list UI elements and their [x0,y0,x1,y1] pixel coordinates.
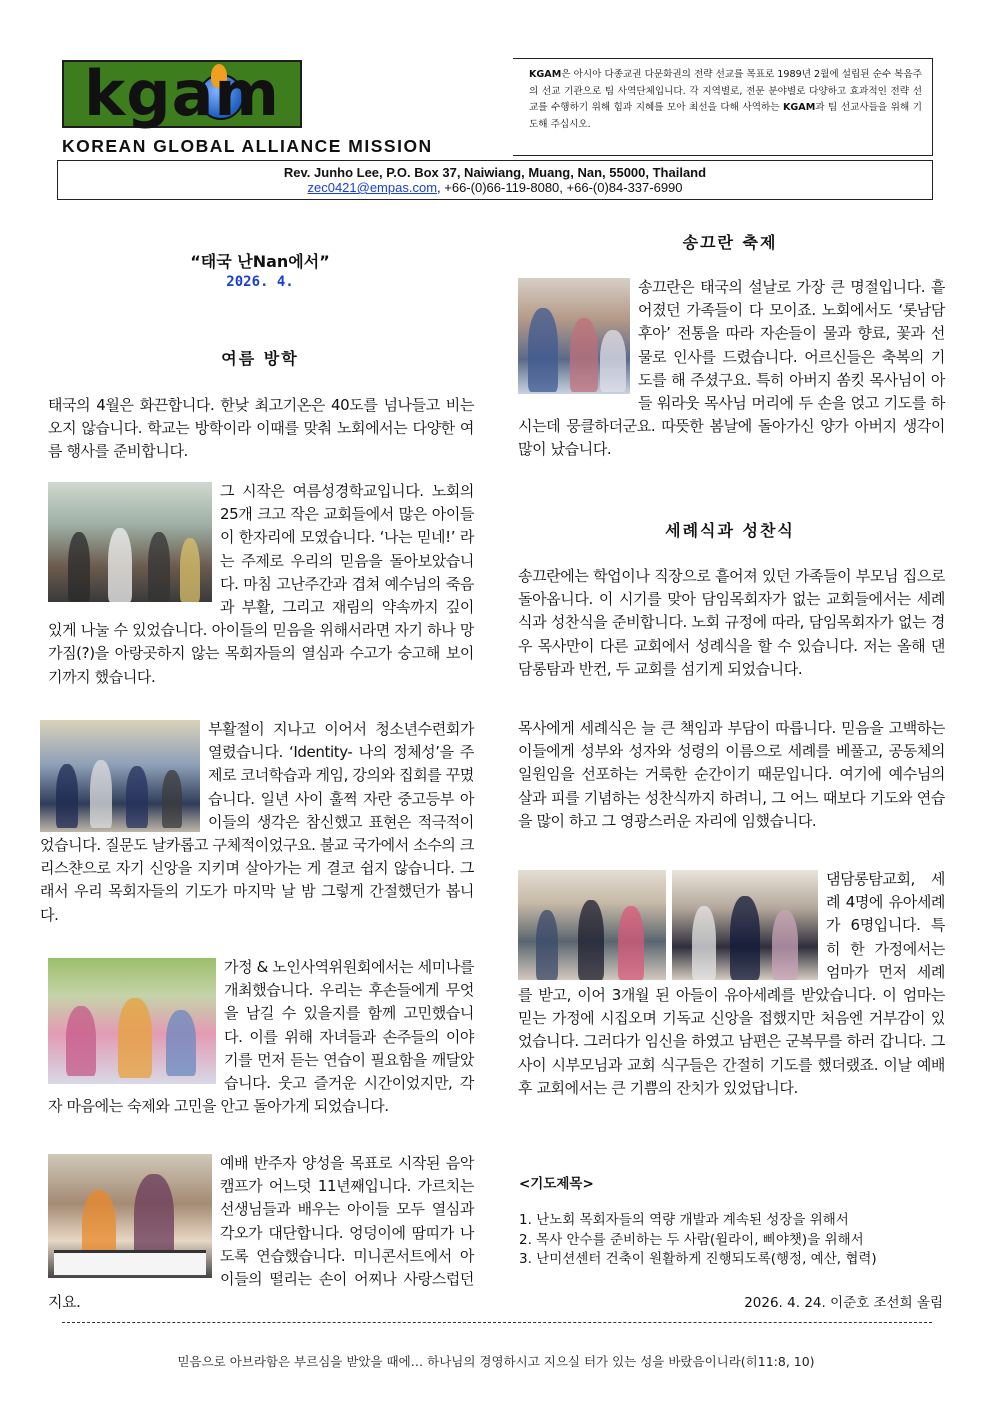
heading-summer: 여름 방학 [221,349,299,368]
block-youth [40,718,474,927]
intro-text: 은 아시아 다종교권 다문화권의 전략 선교를 목표로 1989년 2월에 설립된 순수 복음주의 선교 기관으로 팀 사역단체입니다. 각 지역별로, 전문 분야별로 다양하고 효과적인 전략 선교를 수행하기 위해 힘과 지혜를 모아 최선을 다해 사역하는 [529,69,922,113]
para-seniors: 가정 & 노인사역위원회에서는 세미나를 개최했습니다. 우리는 후손들에게 무엇을 남길 수 있을지를 함께 고민했습니다. 이를 위해 자녀들과 손주들의 이야기를 먼저 듣는 연습이 필요함을 깨달았습니다. 웃고 즐거운 시간이었지만, 각자 마음에는 숙제와 고민을 안고 돌아가게 되었습니다. [48,958,474,1116]
org-name: KOREAN GLOBAL ALLIANCE MISSION [62,136,433,156]
phone-numbers: , +66-(0)66-119-8080, +66-(0)84-337-6990 [437,180,683,195]
photo-youth-retreat [40,720,200,832]
newsletter-title: “태국 난Nan에서” [190,252,330,271]
footer-verse: 믿음으로 아브라함은 부르심을 받았을 때에… 하나님의 경영하시고 지으실 터가 있는 성을 바랐음이니라(히11:8, 10) [177,1354,815,1369]
para-songkran: 송끄란은 태국의 설날로 가장 큰 명절입니다. 흩어졌던 가족들이 다 모이죠. 노회에서도 ‘롯남담후아’ 전통을 따라 자손들이 물과 향료, 꽃과 선물로 인사를 드렸습니다. 어르신들은 축복의 기도를 해 주셨구요. 특히 아버지 쏨킷 목사님이 아들 워라웃 목사님 머리에 두 손을 얹고 기도를 하시는데 뭉클하더군요. 따뜻한 봄날에 돌아가신 양가 아버지 생각이 많이 났습니다. [518,278,945,459]
kgam-logo [62,57,302,130]
prayer-heading: <기도제목> [519,1176,594,1192]
prayer-item: 3. 난미션센터 건축이 원활하게 진행되도록(행정, 예산, 협력) [519,1251,877,1267]
prayer-item: 1. 난노회 목회자들의 역량 개발과 계속된 성장을 위해서 [519,1212,849,1228]
heading-baptism: 세례식과 성찬식 [665,521,795,540]
para-baptism-1: 송끄란에는 학업이나 직장으로 흩어져 있던 가족들이 부모님 집으로 돌아옵니다. 이 시기를 맞아 담임목회자가 없는 교회들에서는 세례식과 성찬식을 준비합니다. 노회 규정에 따라, 담임목회자가 없는 경우 목사만이 다른 교회에서 성례식을 할 수 있습니다. 저는 올해 댄담롱탐과 반컨, 두 교회를 섬기게 되었습니다. [518,567,945,678]
para-vbs: 그 시작은 여름성경학교입니다. 노회의 25개 크고 작은 교회들에서 많은 아이들이 한자리에 모였습니다. ‘나는 믿네!’ 라는 주제로 우리의 믿음을 돌아보았습니다. 마침 고난주간과 겹쳐 예수님의 죽음과 부활, 그리고 재림의 약속까지 깊이 있게 나눌 수 있었습니다. 아이들의 믿음을 위해서라면 자기 하나 망가짐(?)을 아랑곳하지 않는 목회자들의 열심과 수고가 숭고해 보이기까지 했습니다. [48,482,474,686]
prayer-item: 2. 목사 안수를 준비하는 두 사람(윌라이, 삐야챗)을 위해서 [519,1231,864,1248]
logo-text: kgam [83,57,281,130]
newsletter-date: 2026. 4. [226,274,294,290]
block-seniors [48,956,474,1118]
para-youth: 부활절이 지나고 이어서 청소년수련회가 열렸습니다. ‘Identity- 나의 정체성’을 주제로 코너학습과 게임, 강의와 집회를 꾸몄습니다. 일년 사이 훌쩍 자란 중고등부 아이들의 생각은 참신했고 표현은 적극적이었습니다. 질문도 날카롭고 구체적이었구요. 불교 국가에서 소수의 크리스챤으로 자기 신앙을 지키며 살아가는 게 결코 쉽지 않습니다. 그래서 우리 목회자들의 기도가 마지막 날 밤 그렇게 간절했던가 봅니다. [40,720,474,924]
heading-songkran: 송끄란 축제 [682,233,778,252]
intro-brand-2: KGAM [783,102,816,113]
intro-box [513,58,933,156]
footer-divider [62,1322,932,1323]
signature: 2026. 4. 24. 이준호 조선희 올림 [744,1295,943,1311]
block-baptism-photos [518,868,945,1100]
para-baptism-2: 목사에게 세례식은 늘 큰 책임과 부담이 따릅니다. 믿음을 고백하는 이들에게 성부와 성자와 성령의 이름으로 세례를 베풀고, 공동체의 일원임을 선포하는 거룩한 순간이기 때문입니다. 여기에 예수님의 살과 피를 기념하는 성찬식까지 하려니, 그 어느 때보다 기도와 연습을 많이 하고 그 영광스러운 자리에 임했습니다. [518,719,945,830]
prayer-list [519,1211,939,1270]
intro-brand: KGAM [529,69,562,80]
block-music [48,1152,474,1314]
block-songkran [518,276,945,462]
intro-text-2: 과 팀 선교사들을 위해 기도해 주십시오. [529,102,922,130]
block-vbs [48,480,474,689]
address-box [57,160,933,200]
photo-music-camp [48,1154,212,1278]
para-summer-intro: 태국의 4월은 화끈합니다. 한낮 최고기온은 40도를 넘나들고 비는 오지 않습니다. 학교는 방학이라 이때를 맞춰 노회에서는 다양한 여름 행사를 준비합니다. [48,396,474,461]
photo-baptism-2 [672,870,818,980]
postal-address: Rev. Junho Lee, P.O. Box 37, Naiwiang, Muang, Nan, 55000, Thailand [283,165,707,180]
photo-baptism-1 [518,870,666,980]
photo-seniors-seminar [48,958,216,1084]
photo-songkran [518,278,630,394]
para-baptism-3: 댐담롱탐교회, 세례 4명에 유아세례가 6명입니다. 특히 한 가정에서는 엄마가 먼저 세례를 받고, 이어 3개월 된 아들이 유아세례를 받았습니다. 이 엄마는 믿는 가정에 시집오며 기독교 신앙을 접했지만 처음엔 거부감이 있었습니다. 그러다가 임신을 하였고 남편은 군복무를 하러 갑니다. 그 사이 시부모님과 교회 식구들은 간절히 기도를 했더랬죠. 이날 예배 후 교회에서는 큰 기쁨의 잔치가 있었답니다. [518,870,945,1097]
photo-vbs [48,482,212,602]
contact-line [58,180,932,195]
para-music: 예배 반주자 양성을 목표로 시작된 음악캠프가 어느덧 11년째입니다. 가르치는 선생님들과 배우는 아이들 모두 열심과 각오가 대단합니다. 엉덩이에 땀띠가 나도록 연습했습니다. 미니콘서트에서 아이들의 떨리는 손이 어찌나 사랑스럽던지요. [48,1154,474,1312]
email-link[interactable]: zec0421@empas.com [307,180,438,195]
